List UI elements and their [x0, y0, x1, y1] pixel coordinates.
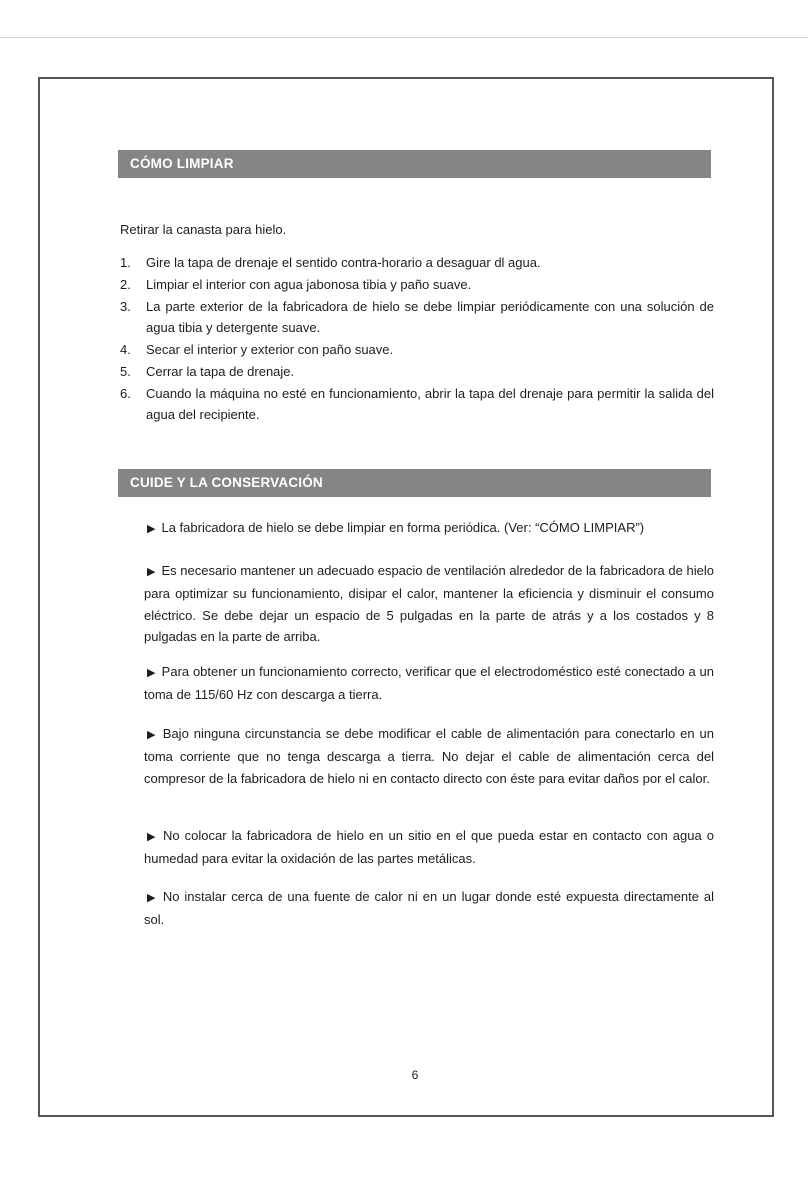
care-paragraph-4 [144, 723, 714, 789]
section-header-cuide-conservacion: CUIDE Y LA CONSERVACIÓN [118, 469, 711, 497]
care-text: Para obtener un funcionamiento correcto, verificar que el electrodoméstico esté conectado a un toma de 115/60 Hz con descarga a tierra. [144, 664, 714, 703]
list-item [120, 252, 714, 273]
bullet-arrow-icon: ▶ [147, 892, 157, 904]
care-paragraph-1 [144, 517, 714, 540]
list-item [120, 296, 714, 338]
step-text: Cuando la máquina no esté en funcionamiento, abrir la tapa del drenaje para permitir la salida del agua del recipiente. [146, 386, 714, 422]
care-paragraph-6 [144, 886, 714, 931]
bullet-arrow-icon: ▶ [147, 566, 156, 578]
step-number: 6. [120, 386, 131, 401]
step-text: Gire la tapa de drenaje el sentido contra-horario a desaguar dl agua. [146, 255, 541, 270]
step-number: 3. [120, 299, 131, 314]
care-paragraph-5 [144, 825, 714, 870]
step-text: Secar el interior y exterior con paño suave. [146, 342, 394, 357]
step-number: 5. [120, 364, 131, 379]
list-item [120, 274, 714, 295]
care-text: No instalar cerca de una fuente de calor ni en un lugar donde esté expuesta directamente al sol. [144, 889, 714, 928]
care-text: No colocar la fabricadora de hielo en un sitio en el que pueda estar en contacto con agua o humedad para evitar la oxidación de las partes metálicas. [144, 828, 714, 867]
bullet-arrow-icon: ▶ [147, 667, 156, 679]
bullet-arrow-icon: ▶ [147, 523, 156, 535]
care-paragraph-2 [144, 560, 714, 647]
care-text: Bajo ninguna circunstancia se debe modificar el cable de alimentación para conectarlo en un toma corriente que no tenga descarga a tierra. No dejar el cable de alimentación cerca del compresor de la fabricadora de hielo ni en contacto directo con éste para evitar daños por el calor. [144, 726, 714, 786]
care-text: Es necesario mantener un adecuado espacio de ventilación alrededor de la fabricadora de hielo para optimizar su funcionamiento, disipar el calor, mantener la eficiencia y disminuir el consumo eléctrico. Se debe dejar un espacio de 5 pulgadas en la parte de atrás y a los costados y 8 pulgadas en la parte de arriba. [144, 563, 714, 644]
step-text: Cerrar la tapa de drenaje. [146, 364, 295, 379]
care-paragraph-3 [144, 661, 714, 706]
step-number: 1. [120, 255, 131, 270]
step-text: La parte exterior de la fabricadora de hielo se debe limpiar periódicamente con una solución de agua tibia y detergente suave. [146, 299, 714, 335]
page-number: 6 [411, 1068, 419, 1082]
list-item [120, 339, 714, 360]
step-number: 4. [120, 342, 131, 357]
step-text: Limpiar el interior con agua jabonosa tibia y paño suave. [146, 277, 472, 292]
care-text: La fabricadora de hielo se debe limpiar en forma periódica. (Ver: “CÓMO LIMPIAR”) [161, 520, 645, 535]
list-item [120, 361, 714, 382]
bullet-arrow-icon: ▶ [147, 729, 157, 741]
step-number: 2. [120, 277, 131, 292]
list-item [120, 383, 714, 425]
top-divider [0, 37, 808, 38]
bullet-arrow-icon: ▶ [147, 831, 157, 843]
cleaning-steps-list [120, 252, 714, 426]
section-header-como-limpiar: CÓMO LIMPIAR [118, 150, 711, 178]
cleaning-intro: Retirar la canasta para hielo. [120, 222, 287, 237]
